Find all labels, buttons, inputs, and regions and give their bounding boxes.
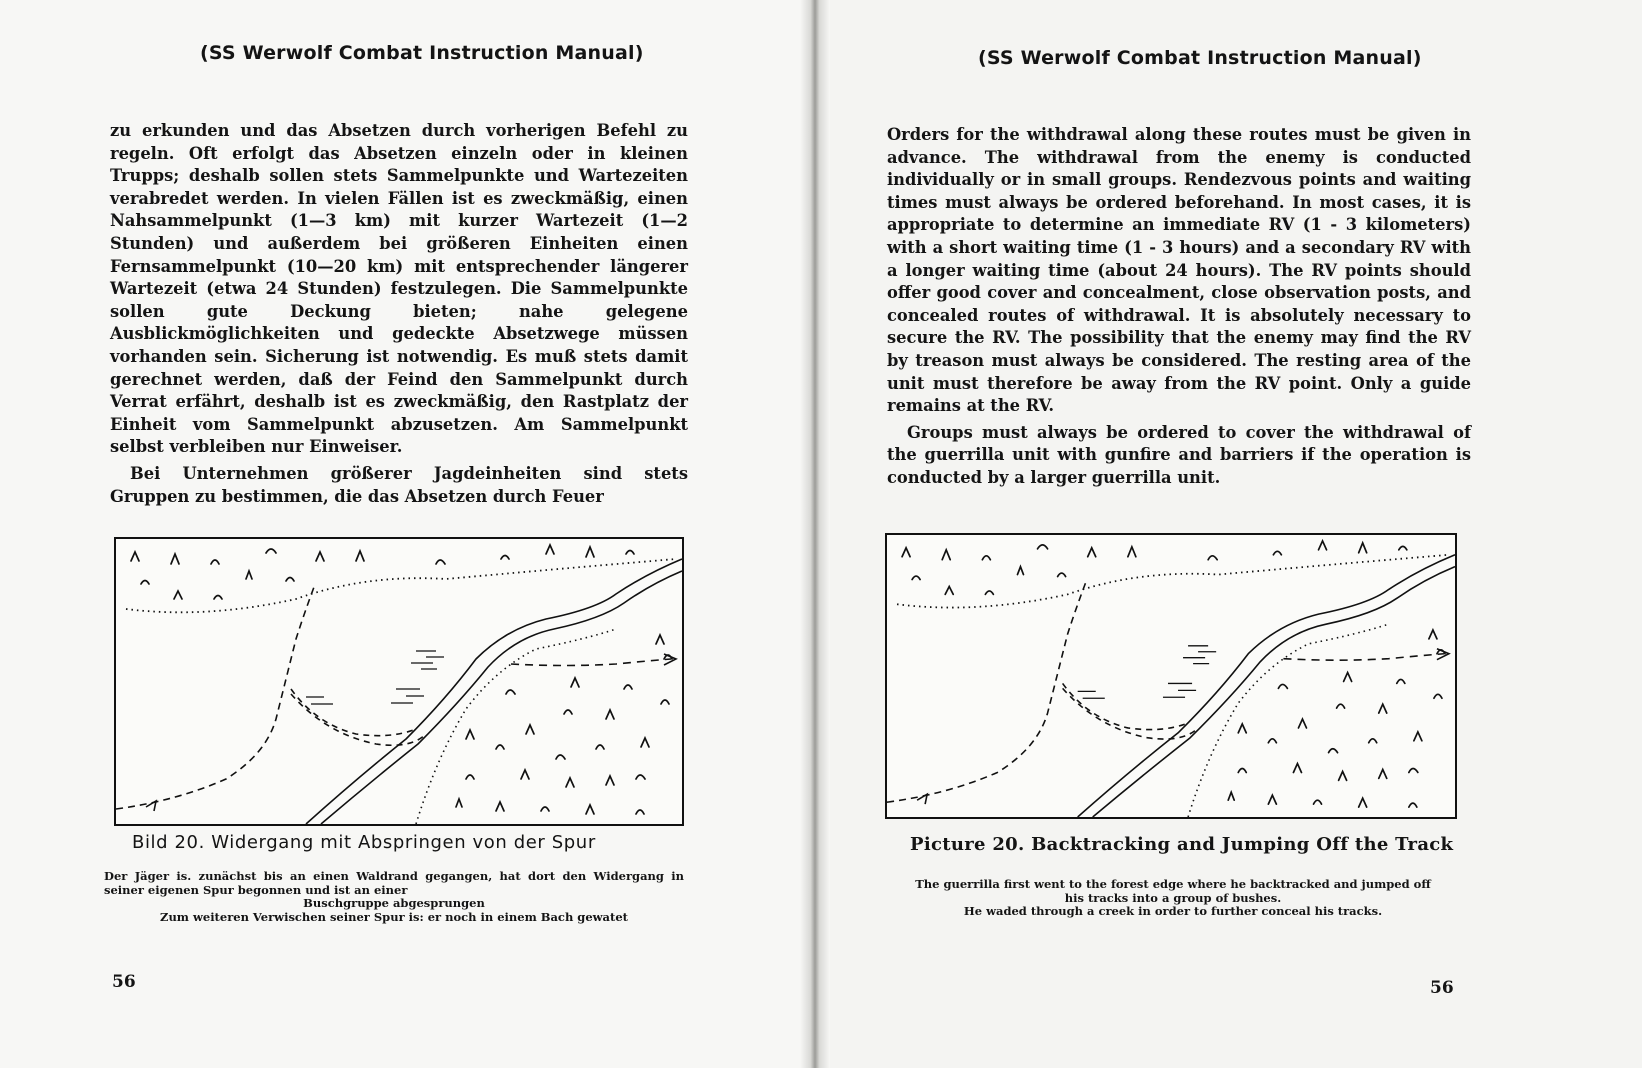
left-note-line-1: Der Jäger is. zunächst bis an einen Waldrand gegangen, hat dort den Widergang in seiner eigenen Spur begonnen und ist an einer: [104, 869, 684, 897]
right-figure-map: [885, 533, 1457, 819]
right-note-line-2: his tracks into a group of bushes.: [1064, 890, 1282, 905]
tracking-map-illustration: [116, 539, 682, 824]
right-figure-note: [867, 878, 1479, 919]
tracking-map-illustration-translated: [887, 535, 1455, 817]
left-figure-map: [114, 537, 684, 826]
left-note-line-3: Zum weiteren Verwischen seiner Spur is: er noch in einem Bach gewatet: [160, 909, 628, 924]
right-page-number: 56: [1430, 978, 1454, 998]
right-note-line-3: He waded through a creek in order to further conceal his tracks.: [963, 904, 1383, 918]
trees: [902, 541, 1445, 807]
left-page: [0, 0, 812, 1068]
right-paragraph-1: Orders for the withdrawal along these routes must be given in advance. The withdrawal from the enemy is conducted individually or in small groups. Rendezvous points and waiting times must always be ordered beforehand. In most cases, it is appropriate to determine an immediate RV (1 - 3 kilometers) with a short waiting time (1 - 3 hours) and a secondary RV with a longer waiting time (about 24 hours). The RV points should offer good cover and concealment, close observation posts, and concealed routes of withdrawal. It is absolutely necessary to secure the RV. The possibility that the enemy may find the RV by treason must always be considered. The resting area of the unit must therefore be away from the RV point. Only a guide remains at the RV.: [887, 125, 1471, 416]
left-page-header: (SS Werwolf Combat Instruction Manual): [200, 42, 644, 64]
left-page-number: 56: [112, 972, 136, 992]
right-page: [812, 0, 1642, 1068]
right-note-line-1: The guerrilla first went to the forest edge where he backtracked and jumped off: [915, 877, 1431, 891]
right-figure-caption: Picture 20. Backtracking and Jumping Off the Track: [910, 834, 1454, 855]
left-note-line-2: Buschgruppe abgesprungen: [303, 896, 485, 910]
left-paragraph-2: Bei Unternehmen größerer Jagdeinheiten sind stets Gruppen zu bestimmen, die das Absetzen durch Feuer: [110, 463, 688, 506]
right-page-body: [887, 124, 1471, 490]
left-figure-caption: Bild 20. Widergang mit Abspringen von der Spur: [132, 832, 596, 853]
trees: [131, 545, 672, 814]
right-paragraph-2: Groups must always be ordered to cover the withdrawal of the guerrilla unit with gunfire and barriers if the operation is conducted by a larger guerrilla unit.: [887, 422, 1471, 487]
left-figure-note: [104, 870, 684, 924]
left-paragraph-1: zu erkunden und das Absetzen durch vorherigen Befehl zu regeln. Oft erfolgt das Absetzen einzeln oder in kleinen Trupps; deshalb sollen stets Sammelpunkte und Wartezeiten verabredet werden. In vielen Fällen ist es zweckmäßig, einen Nahsammelpunkt (1—3 km) mit kurzer Wartezeit (1—2 Stunden) und außerdem bei größeren Einheiten einen Fernsammelpunkt (10—20 km) mit entsprechender längerer Wartezeit (etwa 24 Stunden) festzulegen. Die Sammelpunkte sollen gute Deckung bieten; nahe gelegene Ausblickmöglichkeiten und gedeckte Absetzwege müssen vorhanden sein. Sicherung ist notwendig. Es muß stets damit gerechnet werden, daß der Feind den Sammelpunkt durch Verrat erfährt, deshalb ist es zweckmäßig, den Rastplatz der Einheit vom Sammelpunkt abzusetzen. Am Sammelpunkt selbst verbleiben nur Einweiser.: [110, 121, 688, 457]
left-page-body: [110, 120, 688, 508]
right-page-header: (SS Werwolf Combat Instruction Manual): [978, 47, 1422, 69]
